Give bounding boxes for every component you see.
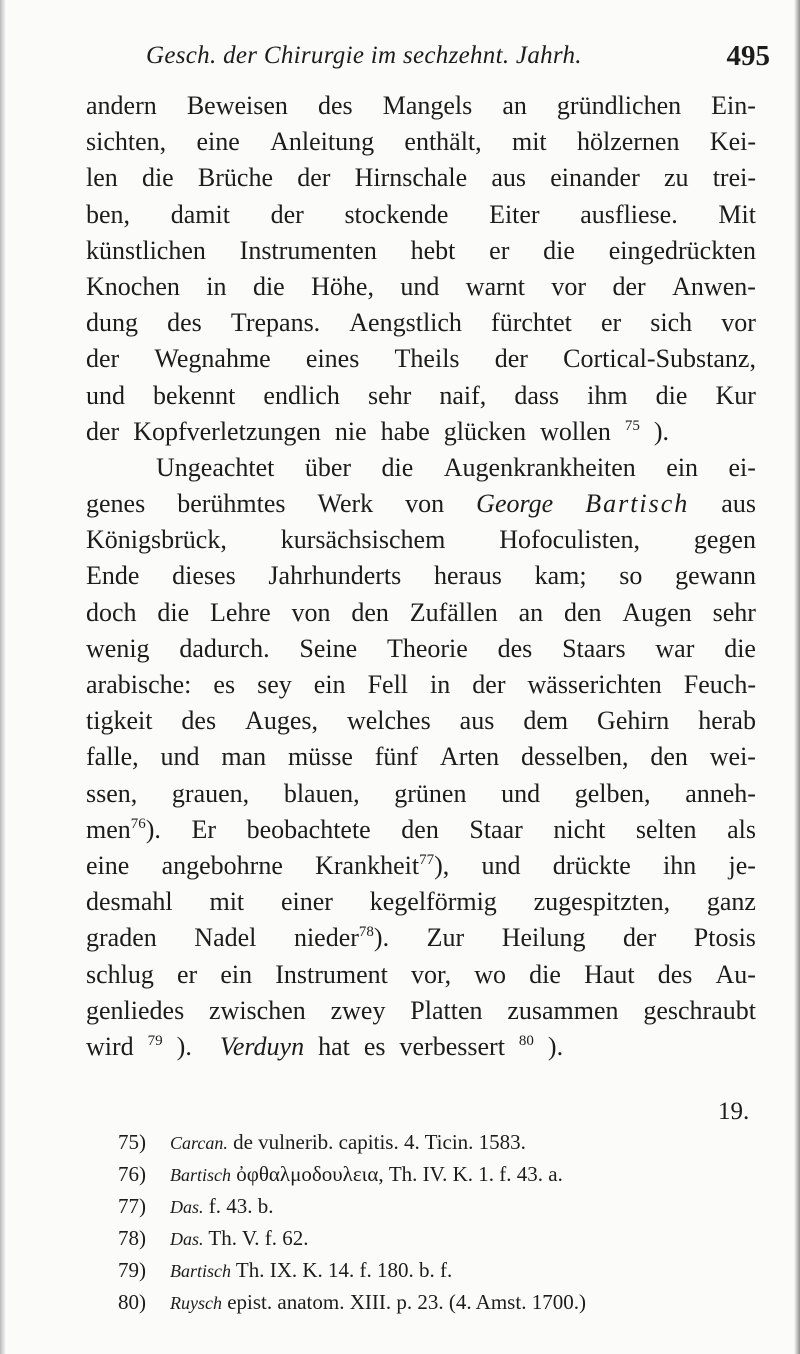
text-line: ben, damit der stockende Eiter ausfliese. Mit xyxy=(86,199,756,229)
text-line: ssen, grauen, blauen, grünen und gelben, anneh- xyxy=(86,778,756,808)
body-text xyxy=(86,88,756,1065)
text-line: tigkeit des Auges, welches aus dem Gehirn herab xyxy=(86,706,756,736)
text-line: Königsbrück, kursächsischem Hofoculisten, gegen xyxy=(86,525,756,555)
text-line: andern Beweisen des Mangels an gründlichen Ein- xyxy=(86,91,756,120)
text-line: Ungeachtet über die Augenkrankheiten ein ei- xyxy=(156,452,756,482)
text-line: Ende dieses Jahrhunderts heraus kam; so gewann xyxy=(86,561,756,591)
footnote-marker-77: 77 xyxy=(419,851,435,868)
page-edge-shadow-left xyxy=(0,0,6,1354)
text-line: genliedes zwischen zwey Platten zusammen geschraubt xyxy=(86,995,756,1025)
text-line: sichten, eine Anleitung enthält, mit hölzernen Kei- xyxy=(86,127,756,157)
footnote-75: 75) Carcan. de vulnerib. capitis. 4. Ticin. 1583. xyxy=(118,1130,526,1154)
text-line: genes berühmtes Werk von George Bartisch aus xyxy=(86,489,756,519)
text-line: Knochen in die Höhe, und warnt vor der Anwen- xyxy=(86,271,756,301)
footnote-78: 78) Das. Th. V. f. 62. xyxy=(118,1226,309,1250)
text-line: men$^{76}$). Er beobachtete den Staar nicht selten als xyxy=(86,814,756,844)
text-line: len die Brüche der Hirnschale aus einander zu trei- xyxy=(86,163,756,193)
footnote-79: 79) Bartisch Th. IX. K. 14. f. 180. b. f. xyxy=(118,1258,453,1282)
text-line: und bekennt endlich sehr naif, dass ihm die Kur xyxy=(86,380,756,410)
text-line: graden Nadel nieder$^{78}$). Zur Heilung der Ptosis xyxy=(86,923,756,953)
catchword: 19. xyxy=(718,1098,750,1125)
text-line: schlug er ein Instrument vor, wo die Haut des Au- xyxy=(86,959,756,989)
page-number: 495 xyxy=(726,40,770,72)
text-line: doch die Lehre von den Zufällen an den Augen sehr xyxy=(86,597,756,627)
text-line: künstlichen Instrumenten hebt er die eingedrückten xyxy=(86,235,756,265)
footnote-76: 76) Bartisch ὀφθαλμοδουλεια, Th. IV. K. 1. f. 43. a. xyxy=(118,1162,563,1186)
footnote-77: 77) Das. f. 43. b. xyxy=(118,1194,274,1218)
running-title: Gesch. der Chirurgie im sechzehnt. Jahrh. xyxy=(146,42,582,69)
text-line: falle, und man müsse fünf Arten desselben, den wei- xyxy=(86,742,756,772)
text-line: dung des Trepans. Aengstlich fürchtet er sich vor xyxy=(86,308,756,338)
page-header xyxy=(138,38,770,82)
text-line: arabische: es sey ein Fell in der wässerichten Feuch- xyxy=(86,670,756,699)
footnote-marker-75: 75 xyxy=(624,417,640,434)
footnote-marker-79: 79 xyxy=(147,1032,163,1049)
text-line: eine angebohrne Krankheit$^{77}$), und drückte ihn je- xyxy=(86,850,756,880)
footnote-marker-76: 76 xyxy=(130,815,146,832)
text-line: der Wegnahme eines Theils der Cortical-Substanz, xyxy=(86,344,756,374)
footnotes xyxy=(118,1126,768,1318)
page-edge-shadow-right xyxy=(794,0,800,1354)
text-line: der Kopfverletzungen nie habe glücken wollen $^{75}$ ). xyxy=(86,416,670,446)
footnote-80: 80) Ruysch epist. anatom. XIII. p. 23. (4. Amst. 1700.) xyxy=(118,1290,586,1314)
text-line: wird $^{79}$ ). Verduyn hat es verbessert $^{80}$ ). xyxy=(86,1031,564,1061)
text-line: desmahl mit einer kegelförmig zugespitzten, ganz xyxy=(86,887,756,917)
footnote-marker-80: 80 xyxy=(518,1032,534,1049)
footnote-marker-78: 78 xyxy=(358,924,374,941)
text-line: wenig dadurch. Seine Theorie des Staars war die xyxy=(86,633,756,663)
